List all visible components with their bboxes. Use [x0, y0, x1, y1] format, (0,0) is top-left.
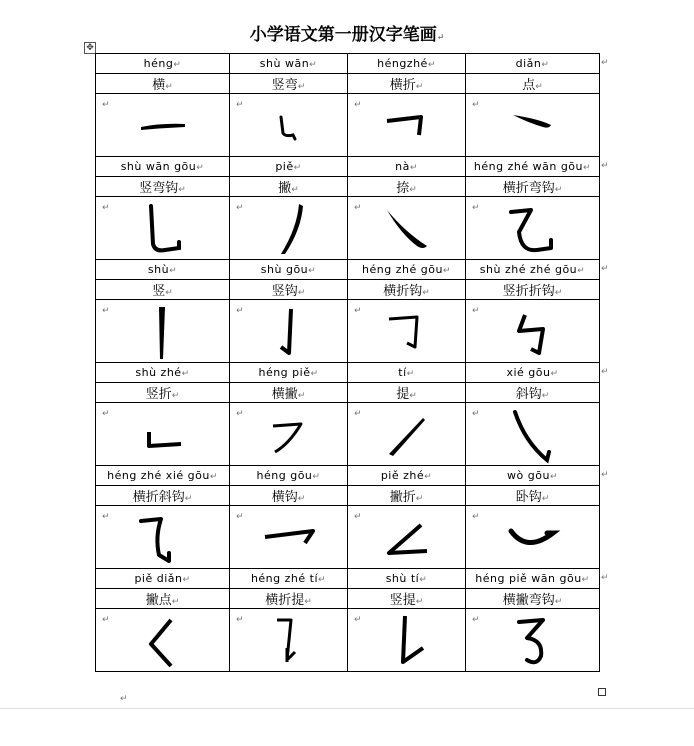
paragraph-mark: ↵ [291, 185, 299, 195]
row-end-mark: ↵ [600, 58, 609, 68]
stroke-glyph-cell [96, 506, 230, 569]
pinyin-text: héng piě [258, 366, 311, 379]
stroke-name: 捺 [396, 181, 410, 196]
paragraph-mark: ↵ [472, 306, 480, 316]
paragraph-mark: ↵ [169, 266, 178, 276]
row-end-mark: ↵ [600, 573, 609, 583]
paragraph-mark: ↵ [297, 82, 306, 92]
pinyin-text: wò gōu [507, 469, 550, 482]
pinyin-cell [348, 466, 466, 486]
paragraph-mark: ↵ [535, 82, 543, 92]
stroke-name: 提 [396, 387, 410, 402]
stroke-name: 横折 [389, 78, 416, 93]
stroke-glyph-cell [230, 94, 348, 157]
pinyin-text: shù wān gōu [120, 160, 197, 173]
paragraph-mark: ↵ [182, 575, 191, 585]
paragraph-mark: ↵ [354, 100, 362, 110]
heng-zhe-gou-stroke-icon [377, 301, 437, 361]
pinyin-text: héngzhé [377, 57, 428, 70]
shu-wan-stroke-icon [259, 95, 319, 155]
stroke-name: 点 [522, 78, 536, 93]
paragraph-mark: ↵ [120, 694, 128, 704]
paragraph-mark: ↵ [171, 391, 180, 401]
pinyin-text: shù zhé [135, 366, 182, 379]
stroke-name-cell [96, 383, 230, 403]
xie-gou-stroke-icon [503, 404, 563, 464]
stroke-name-cell [466, 486, 600, 506]
paragraph-mark: ↵ [577, 266, 586, 276]
paragraph-mark: ↵ [415, 82, 424, 92]
stroke-name-cell [96, 74, 230, 94]
stroke-name: 卧钩 [515, 490, 542, 505]
pinyin-cell [230, 569, 348, 589]
pinyin-cell [96, 363, 230, 383]
stroke-glyph-cell [230, 300, 348, 363]
pinyin-text: piě [275, 160, 294, 173]
shu-zhe-zhe-gou-stroke-icon [503, 301, 563, 361]
pinyin-cell [466, 157, 609, 177]
paragraph-mark: ↵ [427, 60, 436, 70]
stroke-name-cell [96, 177, 230, 197]
paragraph-mark: ↵ [310, 369, 319, 379]
stroke-name-cell [466, 589, 600, 609]
stroke-glyph-cell [96, 94, 230, 157]
shu-stroke-icon [133, 301, 193, 361]
pinyin-cell [96, 157, 230, 177]
stroke-name: 竖钩 [271, 284, 298, 299]
stroke-glyph-cell [466, 403, 600, 466]
pinyin-cell [348, 363, 466, 383]
stroke-name: 竖折折钩 [502, 284, 555, 299]
pie-zhe-stroke-icon [377, 507, 437, 567]
paragraph-mark: ↵ [472, 409, 480, 419]
stroke-glyph-cell [230, 506, 348, 569]
stroke-glyph-cell [348, 197, 466, 260]
paragraph-mark: ↵ [236, 512, 244, 522]
paragraph-mark: ↵ [102, 512, 110, 522]
stroke-glyph-cell [96, 403, 230, 466]
paragraph-mark: ↵ [472, 615, 480, 625]
row-end-mark: ↵ [600, 470, 609, 480]
stroke-name-cell [466, 383, 600, 403]
paragraph-mark: ↵ [409, 185, 417, 195]
paragraph-mark: ↵ [541, 60, 550, 70]
pinyin-text: héng zhé gōu [362, 263, 443, 276]
row-end-mark: ↵ [600, 264, 609, 274]
stroke-name: 横钩 [271, 490, 298, 505]
stroke-name: 横折钩 [383, 284, 423, 299]
stroke-name: 竖折 [145, 387, 172, 402]
stroke-name: 横折提 [265, 593, 305, 608]
paragraph-mark: ↵ [102, 409, 110, 419]
pinyin-text: héng [143, 57, 174, 70]
paragraph-mark: ↵ [102, 203, 110, 213]
stroke-name-cell [230, 177, 348, 197]
pinyin-cell [466, 54, 609, 74]
paragraph-mark: ↵ [308, 266, 317, 276]
pinyin-cell [466, 363, 609, 383]
pinyin-cell [96, 260, 230, 280]
stroke-glyph-cell [230, 609, 348, 672]
paragraph-mark: ↵ [173, 60, 182, 70]
stroke-name-cell [96, 589, 230, 609]
paragraph-mark: ↵ [102, 100, 110, 110]
stroke-glyph-cell [466, 506, 600, 569]
stroke-name: 横撇弯钩 [502, 593, 555, 608]
stroke-glyph-cell [96, 609, 230, 672]
paragraph-mark: ↵ [354, 203, 362, 213]
stroke-glyph-cell [96, 300, 230, 363]
pinyin-cell [466, 466, 609, 486]
pinyin-cell [230, 466, 348, 486]
stroke-name: 撇折 [389, 490, 416, 505]
stroke-name-cell [348, 486, 466, 506]
stroke-name-cell [230, 74, 348, 94]
paragraph-mark: ↵ [196, 163, 205, 173]
pinyin-cell [348, 157, 466, 177]
paragraph-mark: ↵ [236, 100, 244, 110]
paragraph-mark: ↵ [297, 288, 306, 298]
pie-dian-stroke-icon [133, 610, 193, 670]
stroke-name: 横折斜钩 [132, 490, 185, 505]
stroke-name: 竖弯 [271, 78, 298, 93]
paragraph-mark: ↵ [554, 288, 563, 298]
paragraph-mark: ↵ [236, 615, 244, 625]
stroke-name-cell [230, 383, 348, 403]
stroke-name: 撇点 [145, 593, 172, 608]
paragraph-mark: ↵ [541, 494, 550, 504]
paragraph-mark: ↵ [171, 597, 180, 607]
heng-zhe-wan-gou-stroke-icon [503, 198, 563, 258]
stroke-glyph-cell [230, 197, 348, 260]
heng-zhe-ti-stroke-icon [259, 610, 319, 670]
table-move-handle-icon[interactable]: ✥ [84, 42, 96, 54]
stroke-glyph-cell [466, 94, 600, 157]
paragraph-mark: ↵ [442, 266, 451, 276]
stroke-name-cell [96, 280, 230, 300]
pinyin-text: piě diǎn [134, 572, 183, 585]
stroke-glyph-cell [466, 300, 600, 363]
paragraph-mark: ↵ [236, 203, 244, 213]
stroke-name: 横撇 [271, 387, 298, 402]
row-end-mark: ↵ [600, 367, 609, 377]
paragraph-mark: ↵ [549, 472, 558, 482]
stroke-glyph-cell [348, 609, 466, 672]
pie-stroke-icon [259, 198, 319, 258]
pinyin-cell [348, 260, 466, 280]
stroke-name: 竖 [152, 284, 166, 299]
paragraph-mark: ↵ [354, 409, 362, 419]
paragraph-mark: ↵ [424, 472, 433, 482]
stroke-name-cell [96, 486, 230, 506]
paragraph-mark: ↵ [472, 203, 480, 213]
stroke-glyph-cell [96, 197, 230, 260]
stroke-name-cell [348, 74, 466, 94]
stroke-glyph-cell [466, 197, 600, 260]
stroke-glyph-cell [348, 94, 466, 157]
pinyin-cell [96, 466, 230, 486]
pinyin-cell [230, 54, 348, 74]
paragraph-mark: ↵ [102, 615, 110, 625]
paragraph-mark: ↵ [554, 597, 563, 607]
stroke-glyph-cell [348, 403, 466, 466]
paragraph-mark: ↵ [472, 512, 480, 522]
pinyin-text: shù wān [259, 57, 310, 70]
shu-wan-gou-stroke-icon [133, 198, 193, 258]
paragraph-mark: ↵ [102, 306, 110, 316]
paragraph-mark: ↵ [550, 369, 559, 379]
stroke-name-cell [348, 280, 466, 300]
paragraph-mark: ↵ [184, 494, 193, 504]
stroke-name: 斜钩 [515, 387, 542, 402]
table-resize-handle[interactable] [598, 688, 606, 696]
pinyin-cell [466, 260, 609, 280]
pinyin-text: xié gōu [506, 366, 551, 379]
pinyin-text: shù zhé zhé gōu [479, 263, 578, 276]
pinyin-text: héng gōu [256, 469, 313, 482]
paragraph-mark: ↵ [406, 369, 415, 379]
paragraph-mark: ↵ [178, 185, 186, 195]
stroke-glyph-cell [230, 403, 348, 466]
stroke-glyph-cell [348, 506, 466, 569]
paragraph-mark: ↵ [415, 597, 424, 607]
stroke-name-cell [230, 486, 348, 506]
heng-pie-wan-gou-stroke-icon [503, 610, 563, 670]
stroke-name-cell [348, 383, 466, 403]
paragraph-mark: ↵ [236, 409, 244, 419]
stroke-name-cell [230, 589, 348, 609]
paragraph-mark: ↵ [541, 391, 550, 401]
paragraph-mark: ↵ [297, 494, 306, 504]
paragraph-mark: ↵ [583, 163, 592, 173]
pinyin-text: héng zhé xié gōu [107, 469, 210, 482]
pinyin-text: nà [395, 160, 410, 173]
stroke-glyph-cell [466, 609, 600, 672]
paragraph-mark: ↵ [581, 575, 590, 585]
pinyin-cell [96, 569, 230, 589]
stroke-name: 横 [152, 78, 166, 93]
stroke-name-cell [348, 177, 466, 197]
heng-pie-stroke-icon [259, 404, 319, 464]
ti-stroke-icon [377, 404, 437, 464]
heng-gou-stroke-icon [259, 507, 319, 567]
stroke-name-cell [466, 74, 600, 94]
dian-stroke-icon [503, 95, 563, 155]
pinyin-text: piě zhé [380, 469, 425, 482]
paragraph-mark: ↵ [236, 306, 244, 316]
stroke-name: 撇 [278, 181, 292, 196]
stroke-name-cell [466, 280, 600, 300]
stroke-table [95, 53, 609, 672]
pinyin-text: tí [398, 366, 407, 379]
stroke-glyph-cell [348, 300, 466, 363]
pinyin-text: héng zhé wān gōu [473, 160, 584, 173]
pinyin-text: diǎn [515, 57, 542, 70]
stroke-name: 竖弯钩 [139, 181, 179, 196]
paragraph-mark: ↵ [354, 615, 362, 625]
paragraph-mark: ↵ [409, 391, 417, 401]
pinyin-cell [230, 157, 348, 177]
shu-ti-stroke-icon [377, 610, 437, 670]
paragraph-mark: ↵ [181, 369, 190, 379]
page-boundary [0, 708, 694, 709]
paragraph-mark: ↵ [309, 60, 318, 70]
paragraph-mark: ↵ [409, 163, 418, 173]
paragraph-mark: ↵ [209, 472, 218, 482]
paragraph-mark: ↵ [165, 82, 173, 92]
paragraph-mark: ↵ [297, 391, 306, 401]
paragraph-mark: ↵ [472, 100, 480, 110]
paragraph-mark: ↵ [422, 288, 430, 298]
stroke-name-cell [348, 589, 466, 609]
shu-zhe-stroke-icon [133, 404, 193, 464]
row-end-mark: ↵ [600, 161, 609, 171]
shu-gou-stroke-icon [259, 301, 319, 361]
pinyin-text: shù tí [385, 572, 420, 585]
na-stroke-icon [377, 198, 437, 258]
paragraph-mark: ↵ [415, 494, 424, 504]
wo-gou-stroke-icon [503, 507, 563, 567]
pinyin-cell [96, 54, 230, 74]
stroke-name: 竖提 [389, 593, 416, 608]
paragraph-mark: ↵ [318, 575, 327, 585]
paragraph-mark: ↵ [354, 512, 362, 522]
paragraph-mark: ↵ [312, 472, 321, 482]
pinyin-cell [348, 569, 466, 589]
document-title: 小学语文第一册汉字笔画↵ [249, 25, 445, 45]
pinyin-cell [466, 569, 609, 589]
stroke-name-cell [230, 280, 348, 300]
heng-zhe-xie-gou-stroke-icon [133, 507, 193, 567]
paragraph-mark: ↵ [165, 288, 173, 298]
stroke-name-cell [466, 177, 600, 197]
pinyin-text: shù [147, 263, 170, 276]
pinyin-cell [348, 54, 466, 74]
paragraph-mark: ↵ [419, 575, 428, 585]
heng-stroke-icon [133, 95, 193, 155]
pinyin-text: héng piě wān gōu [475, 572, 582, 585]
heng-zhe-stroke-icon [377, 95, 437, 155]
paragraph-mark: ↵ [554, 185, 563, 195]
pinyin-text: héng zhé tí [250, 572, 319, 585]
stroke-name: 横折弯钩 [502, 181, 555, 196]
pinyin-text: shù gōu [260, 263, 309, 276]
pinyin-cell [230, 363, 348, 383]
paragraph-mark: ↵ [304, 597, 312, 607]
pinyin-cell [230, 260, 348, 280]
paragraph-mark: ↵ [354, 306, 362, 316]
paragraph-mark: ↵ [293, 163, 302, 173]
